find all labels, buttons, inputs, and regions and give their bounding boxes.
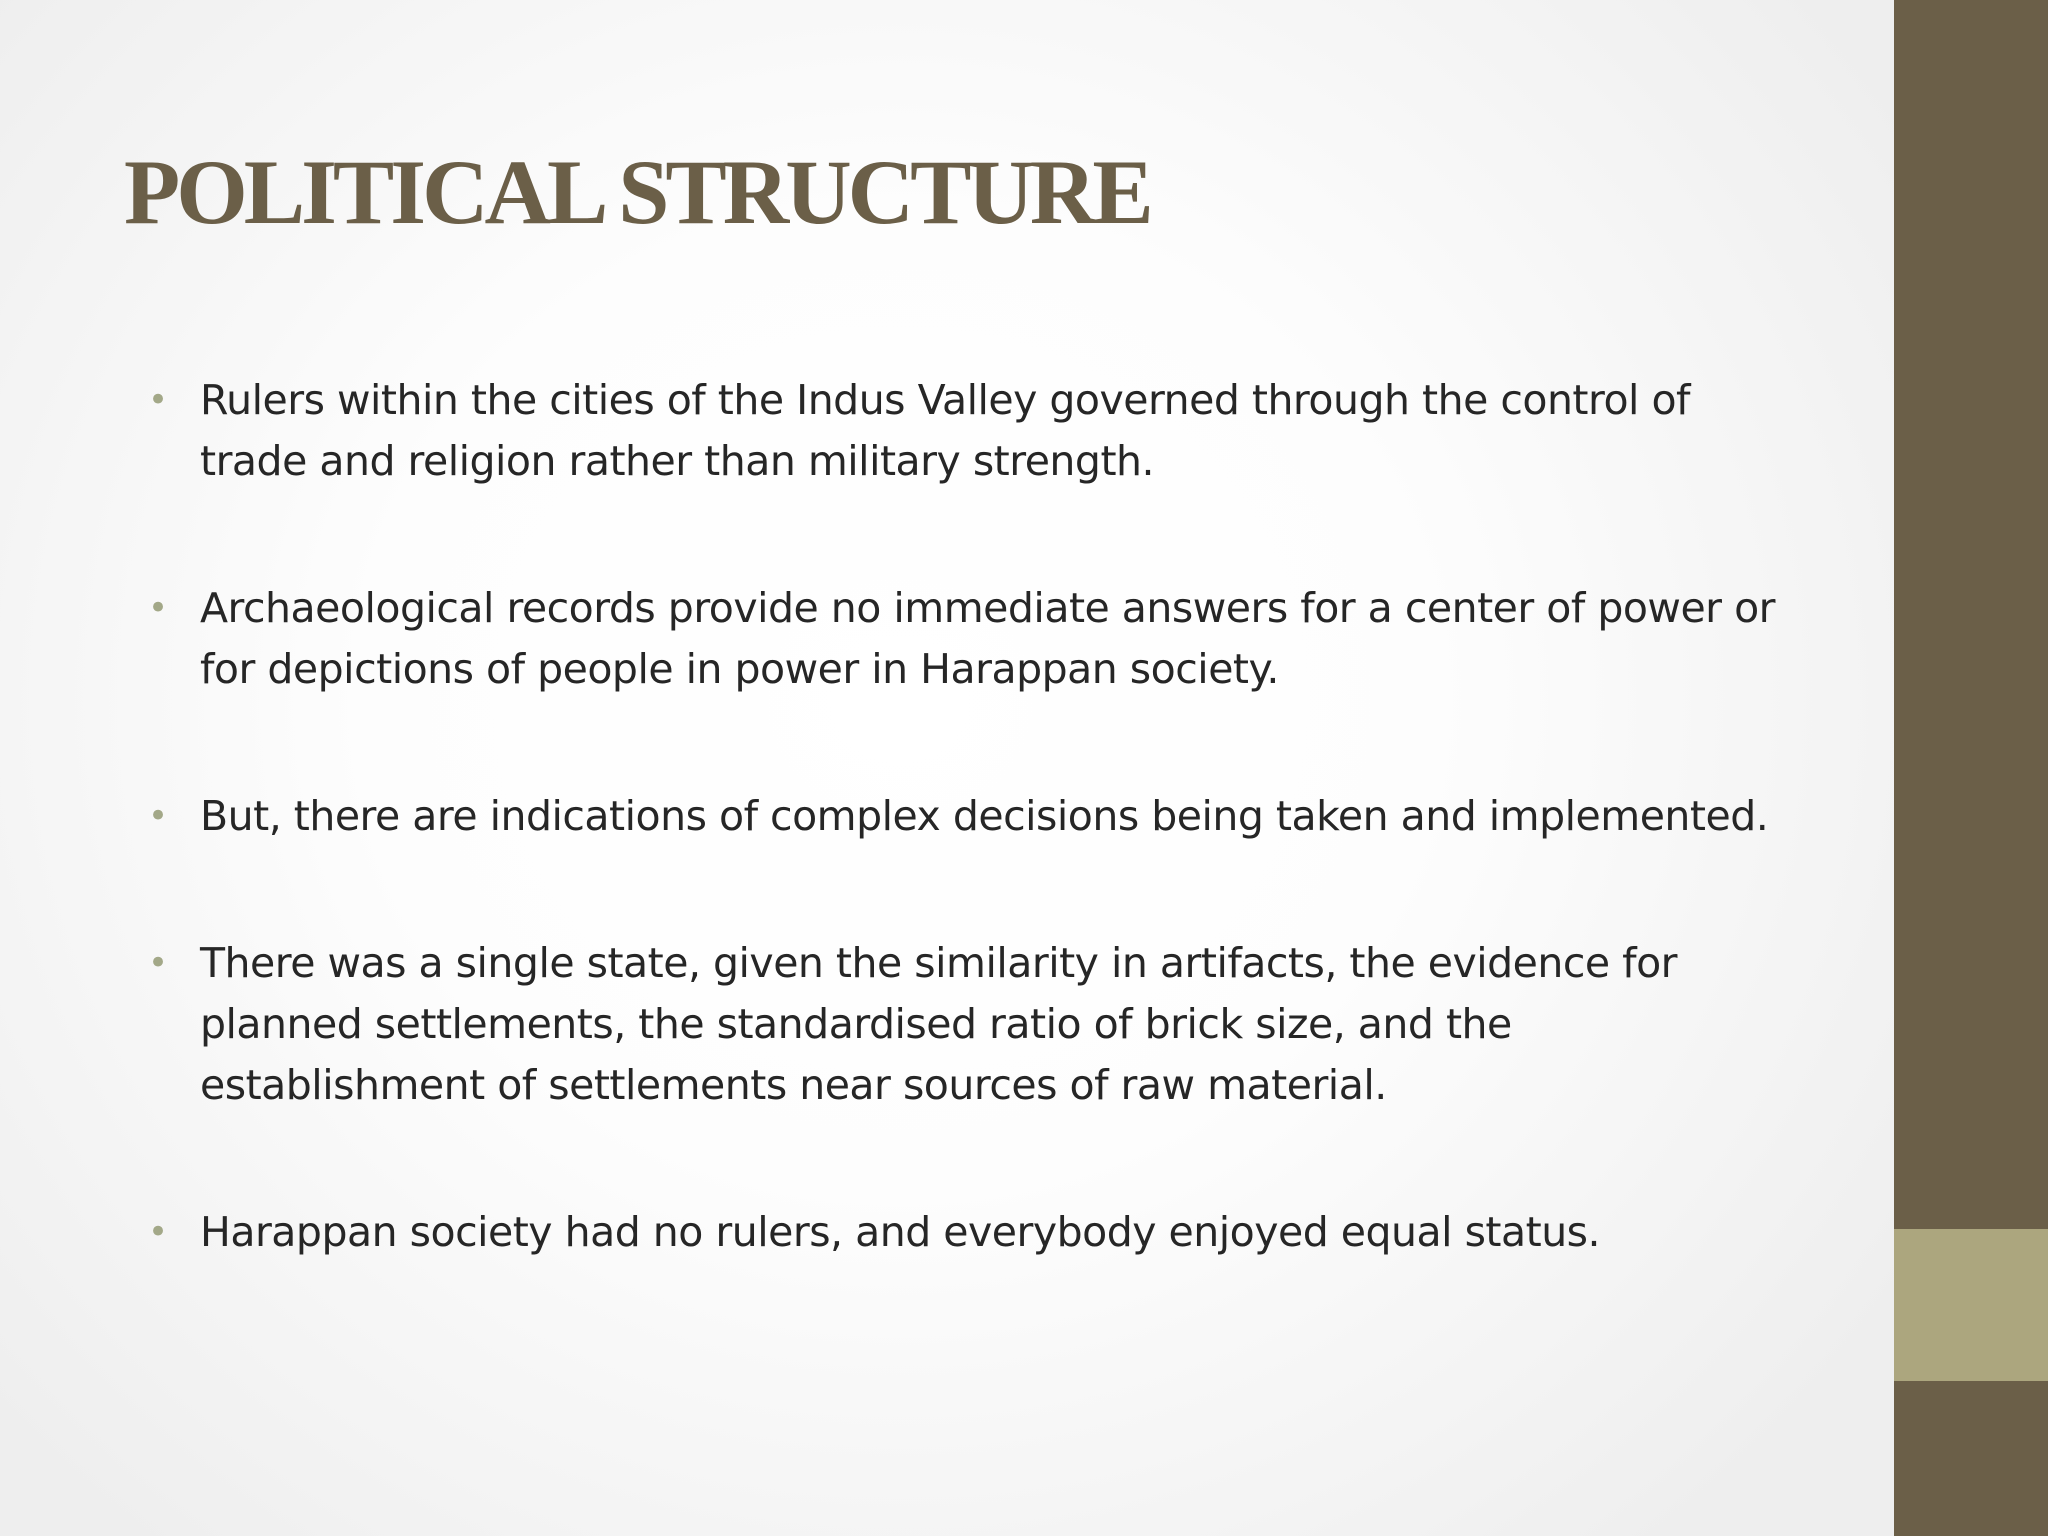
- bullet-text: Harappan society had no rulers, and everybody enjoyed equal status.: [200, 1208, 1601, 1256]
- bullet-item-5: [148, 1202, 1788, 1263]
- bullet-icon: •: [148, 796, 168, 836]
- side-bar-accent: [1894, 1229, 2048, 1381]
- bullet-icon: •: [148, 943, 168, 983]
- bullet-item-3: [148, 786, 1788, 847]
- bullet-text: There was a single state, given the similarity in artifacts, the evidence for planned settlements, the standardised ratio of brick size, and the establishment of settlements near sources of raw material.: [200, 939, 1678, 1109]
- bullet-item-2: [148, 578, 1788, 700]
- bullet-text: But, there are indications of complex decisions being taken and implemented.: [200, 792, 1769, 840]
- bullet-item-1: [148, 370, 1788, 492]
- bullet-text: Archaeological records provide no immediate answers for a center of power or for depictions of people in power in Harappan society.: [200, 584, 1776, 693]
- bullet-icon: •: [148, 380, 168, 420]
- bullet-item-4: [148, 933, 1788, 1116]
- bullet-icon: •: [148, 1212, 168, 1252]
- slide-title: POLITICAL STRUCTURE: [124, 141, 1150, 243]
- bullet-text: Rulers within the cities of the Indus Valley governed through the control of trade and religion rather than military strength.: [200, 376, 1690, 485]
- bullet-list: [148, 370, 1788, 1349]
- bullet-icon: •: [148, 588, 168, 628]
